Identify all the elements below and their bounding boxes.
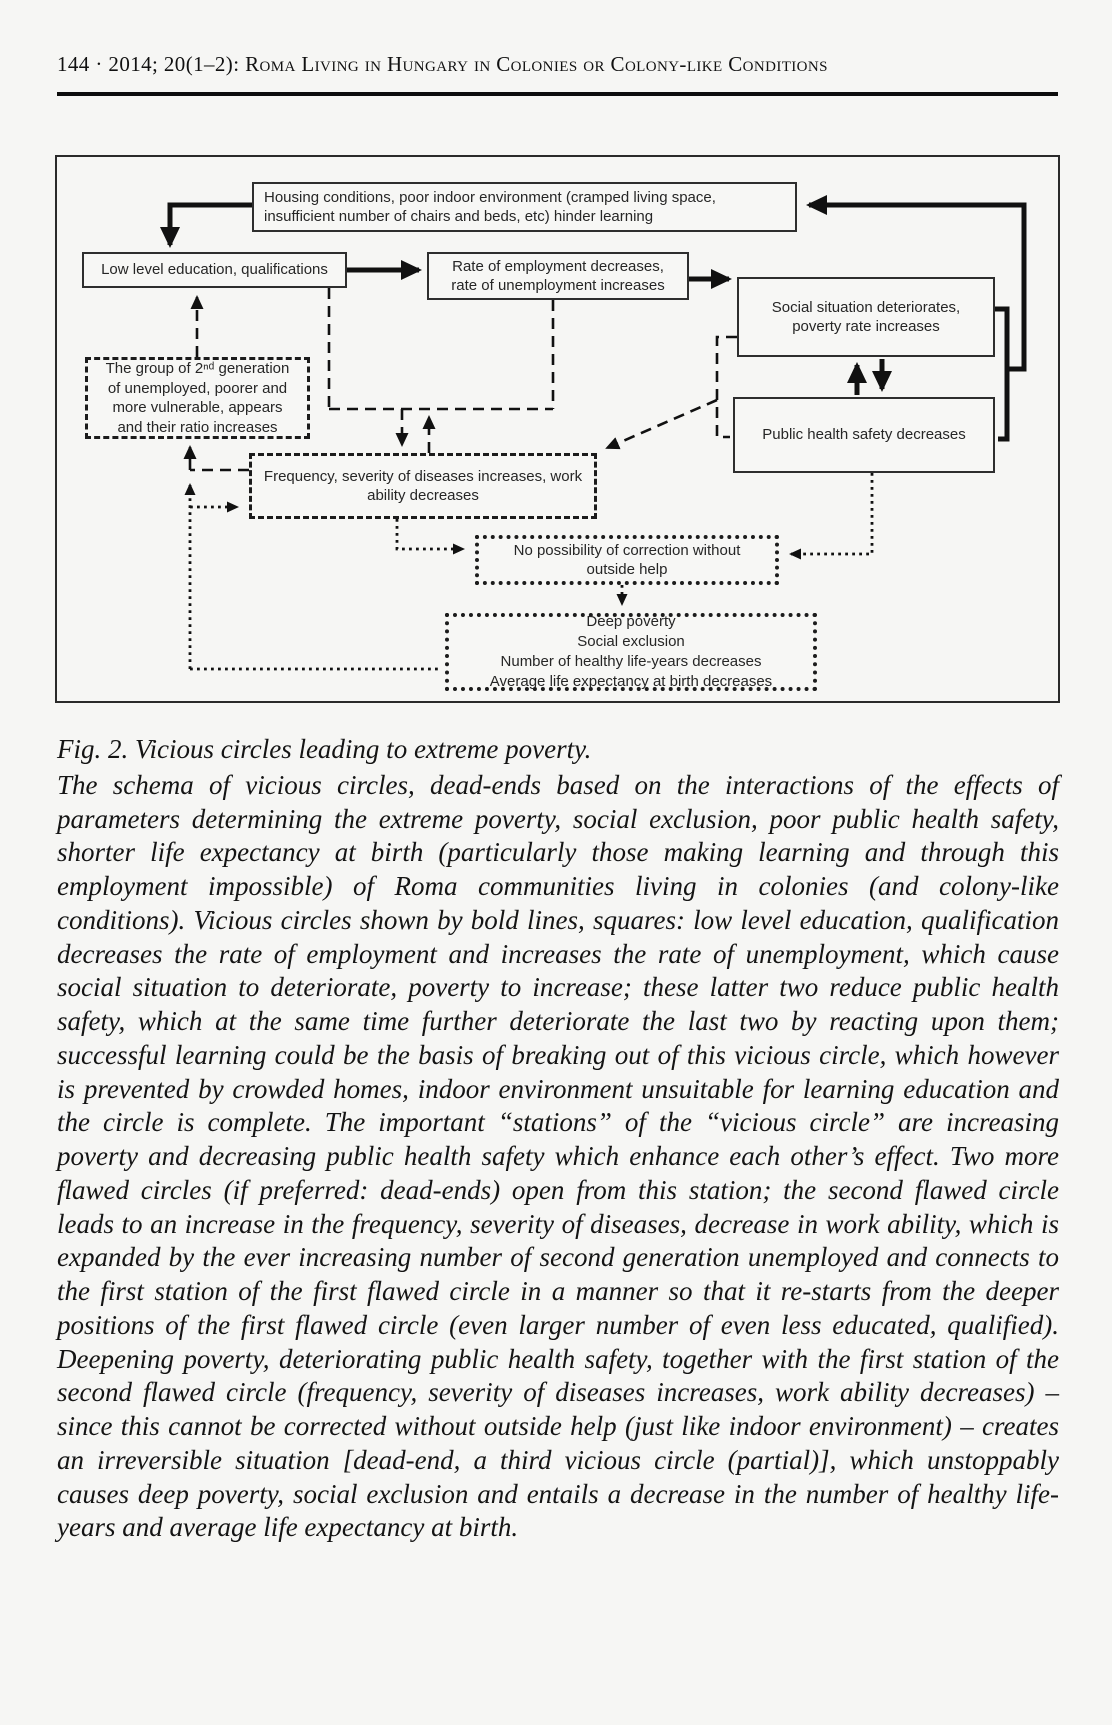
- node-disease-label: Frequency, severity of diseases increases, work ability decreases: [263, 467, 583, 504]
- node-education-label: Low level education, qualifications: [101, 261, 328, 279]
- header-rule: [57, 92, 1058, 96]
- node-low-education: [82, 252, 347, 288]
- node-housing-conditions: [252, 182, 797, 232]
- header-citation: 2014; 20(1–2):: [108, 52, 240, 76]
- caption-title: Vicious circles leading to extreme poverty.: [135, 734, 592, 764]
- node-deep-poverty: [445, 613, 817, 691]
- caption-body: The schema of vicious circles, dead-ends based on the interactions of the effects of parameters determining the extreme poverty, social exclusion, poor public health safety, shorter life expectancy at birth (particularly those making learning and through this employment impossible) of Roma communities living in colonies (and colony-like conditions). Vicious circles shown by bold lines, squares: low level education, qualification decreases the rate of employment and increases the rate of unemployment, which cause social situation to deteriorate, poverty to increase; these latter two reduce public health safety, which at the same time further deteriorate the last two by reacting upon them; successful learning could be the basis of breaking out of this vicious circle, which however is prevented by crowded homes, indoor environment unsuitable for learning education and the circle is complete. The important “stations” of the “vicious circle” are increasing poverty and decreasing public health safety which enhance each other’s effect. Two more flawed circles (if preferred: dead-ends) open from this station; the second flawed circle leads to an increase in the frequency, severity of diseases, decrease in work ability, which is expanded by the ever increasing number of second generation unemployed and connects to the first station of the first flawed circle in a manner so that it re-starts from the deeper positions of the first flawed circle (even larger number of even less educated, qualified). Deepening poverty, deteriorating public health safety, together with the first station of the second flawed circle (frequency, severity of diseases increases, work ability decreases) – since this cannot be corrected without outside help (just like indoor environment) – creates an irreversible situation [dead-end, a third vicious circle (partial)], which unstoppably causes deep poverty, social exclusion and entails a decrease in the number of healthy life-years and average life expectancy at birth.: [57, 769, 1059, 1543]
- header-separator: ·: [95, 52, 103, 76]
- node-no-correction: [475, 535, 779, 585]
- running-title: Roma Living in Hungary in Colonies or Colony-like Conditions: [245, 52, 828, 76]
- node-correction-label: No possibility of correction without outside help: [513, 541, 741, 578]
- deep-poverty-line2: Social exclusion: [577, 632, 685, 650]
- deep-poverty-line1: Deep poverty: [586, 612, 676, 630]
- node-second-generation: [85, 357, 310, 439]
- figure-caption: [57, 733, 1059, 1545]
- deep-poverty-line4: Average life expectancy at birth decreases: [489, 673, 773, 691]
- node-disease-frequency: [249, 453, 597, 519]
- node-housing-label: Housing conditions, poor indoor environment (cramped living space, insufficient number of chairs and beds, etc) hinder learning: [264, 188, 716, 225]
- node-social-label: Social situation deteriorates, poverty rate increases: [771, 298, 961, 335]
- caption-title-line: [57, 733, 1059, 767]
- caption-label: Fig. 2.: [57, 734, 129, 764]
- deep-poverty-line3: Number of healthy life-years decreases: [500, 653, 762, 670]
- node-health-label: Public health safety decreases: [762, 426, 966, 444]
- node-employment-rate: [427, 252, 689, 300]
- running-header: [57, 52, 1057, 77]
- figure-2-diagram: [55, 155, 1060, 703]
- node-public-health: [733, 397, 995, 473]
- node-social-situation: [737, 277, 995, 357]
- page-number: 144: [57, 52, 90, 76]
- node-employment-label: Rate of employment decreases, rate of unemployment increases: [451, 257, 665, 294]
- node-generation-label: The group of 2ⁿᵈ generation of unemployed, poorer and more vulnerable, appears and their ratio increases: [105, 360, 290, 436]
